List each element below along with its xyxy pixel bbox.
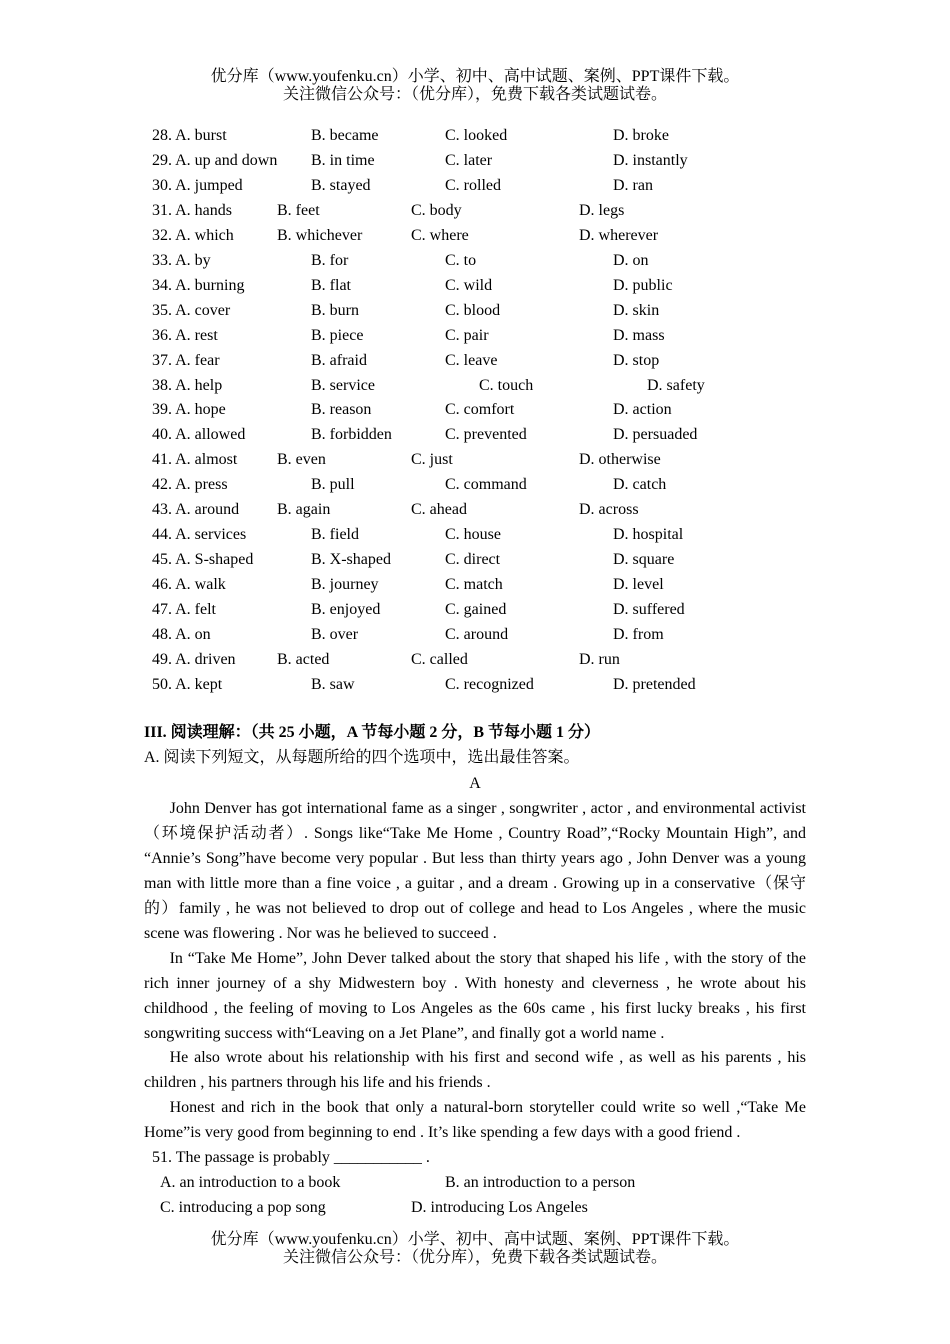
cloze-option-a: 41. A. almost xyxy=(152,451,238,469)
cloze-option-b: B. forbidden xyxy=(311,426,392,444)
cloze-option-d: D. otherwise xyxy=(579,451,661,469)
cloze-option-a: 48. A. on xyxy=(152,626,211,643)
cloze-option-a: 29. A. up and down xyxy=(152,151,278,169)
cloze-option-c: C. body xyxy=(411,201,462,219)
cloze-option-b: B. flat xyxy=(311,276,351,294)
cloze-option-c: C. gained xyxy=(445,601,507,619)
header-line-2: 关注微信公众号：（优分库），免费下载各类试题试卷。 xyxy=(282,86,667,103)
passage-paragraph-2: In “Take Me Home”, John Dever talked about the story that shaped his life , with the story of the rich inner journey of a shy Midwestern boy . With honesty and cleverness , he wrote about his childhood , the feeling of moving to Los Angeles as the 60s came , his first lucky breaks , his first songwriting success with“Leaving on a Jet Plane”, and finally got a world name . xyxy=(144,950,806,1042)
cloze-option-d: D. pretended xyxy=(613,675,696,693)
cloze-option-c: C. looked xyxy=(445,127,508,144)
cloze-option-d: D. suffered xyxy=(613,601,685,619)
cloze-option-d: D. from xyxy=(613,626,664,643)
page-header xyxy=(0,68,950,104)
cloze-option-b: B. stayed xyxy=(311,176,371,194)
cloze-option-c: C. where xyxy=(411,226,469,244)
cloze-option-c: C. house xyxy=(445,526,501,544)
cloze-option-b: B. in time xyxy=(311,151,375,169)
cloze-option-d: D. catch xyxy=(613,476,667,494)
cloze-option-b: B. again xyxy=(277,501,331,519)
cloze-option-a: 35. A. cover xyxy=(152,301,231,319)
cloze-option-b: B. afraid xyxy=(311,351,367,369)
cloze-option-c: C. comfort xyxy=(445,401,515,419)
cloze-option-b: B. acted xyxy=(277,650,330,668)
cloze-option-d: D. mass xyxy=(613,326,665,344)
cloze-option-b: B. became xyxy=(311,127,379,144)
cloze-option-d: D. skin xyxy=(613,301,660,319)
cloze-option-b: B. whichever xyxy=(277,226,363,244)
cloze-option-b: B. even xyxy=(277,451,326,469)
footer-line-1: 优分库（www.youfenku.cn）小学、初中、高中试题、案例、PPT课件下载。 xyxy=(210,1231,740,1248)
question-51-stem: 51. The passage is probably ___________ . xyxy=(152,1149,430,1166)
cloze-option-c: C. touch xyxy=(479,376,534,394)
cloze-option-c: C. command xyxy=(445,476,527,494)
cloze-option-c: C. called xyxy=(411,650,468,668)
cloze-option-b: B. over xyxy=(311,626,359,643)
cloze-option-a: 33. A. by xyxy=(152,251,211,269)
cloze-option-a: 46. A. walk xyxy=(152,576,226,594)
cloze-option-c: C. prevented xyxy=(445,426,527,444)
question-51-option-d: D. introducing Los Angeles xyxy=(411,1199,588,1216)
footer-line-2: 关注微信公众号：（优分库），免费下载各类试题试卷。 xyxy=(282,1249,667,1266)
cloze-option-a: 47. A. felt xyxy=(152,601,216,619)
cloze-option-c: C. around xyxy=(445,626,509,643)
section-heading: III. 阅读理解：（共 25 小题，A 节每小题 2 分，B 节每小题 1 分） xyxy=(144,724,601,741)
cloze-option-b: B. saw xyxy=(311,675,355,693)
cloze-option-d: D. instantly xyxy=(613,151,688,169)
cloze-option-c: C. wild xyxy=(445,276,493,294)
cloze-option-a: 50. A. kept xyxy=(152,675,223,693)
passage-label: A xyxy=(469,775,481,792)
cloze-option-b: B. for xyxy=(311,251,349,269)
cloze-option-c: C. later xyxy=(445,151,493,169)
cloze-option-c: C. ahead xyxy=(411,501,467,519)
cloze-option-c: C. recognized xyxy=(445,675,534,693)
passage-paragraph-1: John Denver has got international fame as a singer , songwriter , actor , and environmental activist（环境保护活动者）. Songs like“Take Me Home , Country Road”,“Rocky Mountain High”, and “Annie’s Song”have become very popular . But less than thirty years ago , John Denver was a young man with little more than a fine voice , a guitar , and a dream . Growing up in a conservative（保守的）family , he was not believed to drop out of college and head to Los Angeles , where the music scene was flowering . Nor was he believed to succeed . xyxy=(144,800,806,942)
cloze-option-a: 30. A. jumped xyxy=(152,176,243,194)
cloze-option-c: C. just xyxy=(411,451,453,469)
cloze-option-d: D. wherever xyxy=(579,226,659,244)
cloze-option-a: 38. A. help xyxy=(152,376,223,394)
cloze-option-d: D. square xyxy=(613,551,675,569)
question-51-option-c: C. introducing a pop song xyxy=(160,1199,326,1216)
cloze-option-d: D. public xyxy=(613,276,673,294)
cloze-option-a: 40. A. allowed xyxy=(152,426,246,444)
cloze-option-a: 37. A. fear xyxy=(152,351,220,369)
cloze-option-d: D. hospital xyxy=(613,526,684,544)
cloze-option-b: B. burn xyxy=(311,301,359,319)
cloze-option-b: B. pull xyxy=(311,476,355,494)
cloze-option-b: B. journey xyxy=(311,576,379,594)
question-51-option-a: A. an introduction to a book xyxy=(160,1174,341,1191)
cloze-option-c: C. direct xyxy=(445,551,501,569)
passage-paragraph-4: Honest and rich in the book that only a natural-born storyteller could write so well ,“Take Me Home”is very good from beginning to end . It’s like spending a few days with a good friend . xyxy=(144,1099,806,1141)
question-51-option-b: B. an introduction to a person xyxy=(445,1174,636,1191)
cloze-option-d: D. broke xyxy=(613,127,669,144)
cloze-option-c: C. blood xyxy=(445,301,501,319)
cloze-option-d: D. legs xyxy=(579,201,625,219)
cloze-option-c: C. to xyxy=(445,251,477,269)
cloze-option-b: B. enjoyed xyxy=(311,601,381,619)
cloze-option-c: C. pair xyxy=(445,326,489,344)
cloze-option-b: B. reason xyxy=(311,401,372,419)
cloze-option-d: D. level xyxy=(613,576,664,594)
cloze-option-d: D. safety xyxy=(647,376,705,394)
cloze-option-a: 36. A. rest xyxy=(152,326,218,344)
cloze-option-d: D. action xyxy=(613,401,672,419)
cloze-option-c: C. match xyxy=(445,576,503,594)
header-line-1: 优分库（www.youfenku.cn）小学、初中、高中试题、案例、PPT课件下载。 xyxy=(210,68,740,85)
cloze-option-b: B. feet xyxy=(277,201,320,219)
cloze-option-a: 39. A. hope xyxy=(152,401,226,419)
cloze-option-a: 31. A. hands xyxy=(152,201,232,219)
section-instruction: A. 阅读下列短文，从每题所给的四个选项中，选出最佳答案。 xyxy=(144,749,580,766)
page-footer xyxy=(0,1231,950,1267)
cloze-option-d: D. ran xyxy=(613,176,653,194)
cloze-option-d: D. stop xyxy=(613,351,660,369)
cloze-option-b: B. X-shaped xyxy=(311,551,391,569)
cloze-option-c: C. rolled xyxy=(445,176,501,194)
cloze-option-d: D. run xyxy=(579,650,620,668)
cloze-option-d: D. across xyxy=(579,501,639,519)
cloze-option-d: D. on xyxy=(613,251,649,269)
cloze-option-c: C. leave xyxy=(445,351,498,369)
cloze-option-a: 28. A. burst xyxy=(152,127,227,144)
cloze-option-a: 49. A. driven xyxy=(152,650,236,668)
passage-paragraph-3: He also wrote about his relationship with his first and second wife , as well as his parents , his children , his partners through his life and his friends . xyxy=(144,1049,806,1091)
cloze-option-b: B. service xyxy=(311,376,375,394)
cloze-option-b: B. field xyxy=(311,526,359,544)
cloze-option-b: B. piece xyxy=(311,326,364,344)
cloze-option-a: 42. A. press xyxy=(152,476,228,494)
cloze-option-a: 44. A. services xyxy=(152,526,247,544)
cloze-option-a: 32. A. which xyxy=(152,226,234,244)
cloze-option-d: D. persuaded xyxy=(613,426,698,444)
cloze-option-a: 34. A. burning xyxy=(152,276,245,294)
cloze-option-a: 43. A. around xyxy=(152,501,240,519)
cloze-option-a: 45. A. S-shaped xyxy=(152,551,254,569)
